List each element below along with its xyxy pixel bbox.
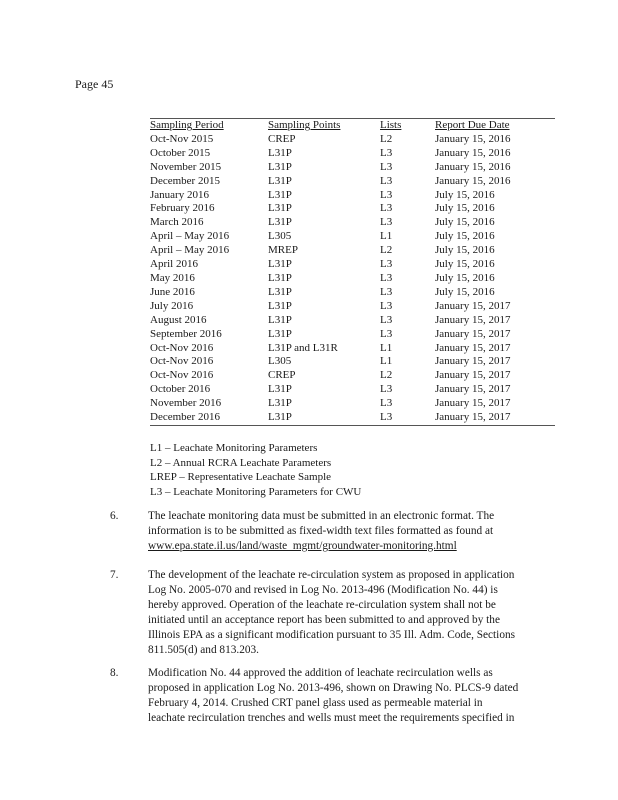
cell-lists: L1 [380,341,393,354]
text-line: hereby approved. Operation of the leachate re-circulation system shall not be [148,598,496,611]
cell-sampling-period: April – May 2016 [150,244,230,257]
cell-sampling-points: L31P [268,258,292,271]
cell-sampling-points: L305 [268,230,292,243]
legend [150,441,361,499]
cell-report-due-date: January 15, 2017 [435,299,511,312]
cell-sampling-points: L31P [268,285,292,298]
item-text [148,568,540,657]
table-row [150,161,555,175]
table-row [150,314,555,328]
cell-report-due-date: January 15, 2016 [435,132,511,145]
item-text [148,509,540,554]
table-row [150,147,555,161]
table-row [150,230,555,244]
table-row [150,175,555,189]
text-line: Log No. 2005-070 and revised in Log No. 2013-496 (Modification No. 44) is [148,583,498,596]
cell-report-due-date: January 15, 2017 [435,369,511,382]
text-line: initiated until an acceptance report has been submitted to and approved by the [148,613,500,626]
item-number: 6. [110,510,119,522]
table-row [150,244,555,258]
table-row [150,411,555,425]
cell-sampling-points: L31P [268,188,292,201]
cell-lists: L2 [380,244,393,257]
cell-sampling-period: December 2016 [150,411,220,424]
cell-lists: L3 [380,160,393,173]
cell-lists: L3 [380,188,393,201]
cell-lists: L3 [380,299,393,312]
cell-lists: L3 [380,271,393,284]
text-line: The leachate monitoring data must be submitted in an electronic format. The [148,510,495,522]
table-row [150,397,555,411]
text-line: information is to be submitted as fixed-width text files formatted as found at [148,524,494,537]
cell-sampling-points: CREP [268,369,296,382]
text-line: Modification No. 44 approved the addition of leachate recirculation wells as [148,667,493,679]
cell-sampling-period: March 2016 [150,216,204,229]
cell-report-due-date: January 15, 2016 [435,160,511,173]
table-row [150,133,555,147]
cell-sampling-period: Oct-Nov 2015 [150,132,214,145]
cell-sampling-points: MREP [268,244,298,257]
column-header-lists: Lists [380,119,402,131]
table-header-row [150,119,555,133]
cell-sampling-points: L31P [268,411,292,424]
sampling-schedule-table [150,118,555,426]
cell-lists: L3 [380,411,393,424]
cell-report-due-date: January 15, 2016 [435,146,511,159]
cell-lists: L3 [380,397,393,410]
cell-lists: L3 [380,216,393,229]
cell-sampling-points: L31P [268,313,292,326]
cell-sampling-points: CREP [268,132,296,145]
cell-sampling-points: L31P [268,327,292,340]
text-line: proposed in application Log No. 2013-496, shown on Drawing No. PLCS-9 dated [148,681,519,694]
item-number: 7. [110,569,119,581]
cell-sampling-period: June 2016 [150,285,195,298]
cell-report-due-date: January 15, 2017 [435,355,511,368]
table-row [150,328,555,342]
item-number: 8. [110,667,119,679]
cell-report-due-date: July 15, 2016 [435,271,495,284]
text-line: 811.505(d) and 813.203. [148,643,259,656]
legend-item: LREP – Representative Leachate Sample [150,471,332,484]
cell-sampling-points: L31P [268,397,292,410]
table-row [150,189,555,203]
cell-sampling-points: L31P [268,299,292,312]
cell-sampling-points: L305 [268,355,292,368]
column-header-sampling-points: Sampling Points [268,119,341,131]
table-row [150,258,555,272]
cell-sampling-points: L31P [268,160,292,173]
cell-sampling-period: October 2016 [150,383,211,396]
legend-item: L1 – Leachate Monitoring Parameters [150,442,318,454]
cell-sampling-period: September 2016 [150,327,222,340]
data-format-link[interactable]: www.epa.state.il.us/land/waste_mgmt/groundwater-monitoring.html [148,539,457,552]
cell-sampling-points: L31P [268,271,292,284]
cell-sampling-period: December 2015 [150,174,220,187]
text-line: The development of the leachate re-circulation system as proposed in application [148,569,515,581]
cell-sampling-period: July 2016 [150,299,194,312]
cell-sampling-period: April – May 2016 [150,230,230,243]
column-header-sampling-period: Sampling Period [150,119,224,131]
legend-item: L3 – Leachate Monitoring Parameters for CWU [150,485,362,498]
text-line: Illinois EPA as a significant modification pursuant to 35 Ill. Adm. Code, Sections [148,628,516,641]
cell-lists: L3 [380,313,393,326]
cell-sampling-period: January 2016 [150,188,209,201]
table-row [150,342,555,356]
legend-item: L2 – Annual RCRA Leachate Parameters [150,456,332,469]
cell-lists: L3 [380,258,393,271]
table-row [150,286,555,300]
cell-lists: L2 [380,369,393,382]
cell-report-due-date: January 15, 2017 [435,327,511,340]
cell-sampling-period: Oct-Nov 2016 [150,369,214,382]
cell-lists: L1 [380,355,393,368]
text-line: February 4, 2014. Crushed CRT panel glass used as permeable material in [148,696,483,709]
cell-sampling-period: May 2016 [150,271,195,284]
table-row [150,272,555,286]
table-row [150,355,555,369]
cell-lists: L3 [380,174,393,187]
cell-report-due-date: July 15, 2016 [435,230,495,243]
item-text [148,666,540,726]
cell-sampling-points: L31P [268,383,292,396]
cell-sampling-period: April 2016 [150,258,198,271]
cell-sampling-points: L31P [268,216,292,229]
cell-report-due-date: January 15, 2017 [435,411,511,424]
cell-sampling-period: Oct-Nov 2016 [150,355,214,368]
cell-report-due-date: July 15, 2016 [435,202,495,215]
cell-sampling-period: November 2016 [150,397,222,410]
cell-sampling-period: November 2015 [150,160,222,173]
cell-sampling-period: August 2016 [150,313,207,326]
cell-report-due-date: July 15, 2016 [435,188,495,201]
cell-report-due-date: January 15, 2017 [435,313,511,326]
cell-sampling-points: L31P and L31R [268,341,338,354]
page-number: Page 45 [75,77,114,91]
cell-sampling-period: Oct-Nov 2016 [150,341,214,354]
cell-report-due-date: July 15, 2016 [435,244,495,257]
table-row [150,300,555,314]
cell-sampling-points: L31P [268,202,292,215]
cell-lists: L3 [380,146,393,159]
cell-lists: L3 [380,327,393,340]
cell-lists: L1 [380,230,393,243]
cell-sampling-points: L31P [268,146,292,159]
cell-lists: L2 [380,132,393,145]
cell-sampling-period: February 2016 [150,202,215,215]
cell-report-due-date: July 15, 2016 [435,258,495,271]
cell-report-due-date: January 15, 2017 [435,383,511,396]
table-row [150,369,555,383]
cell-report-due-date: July 15, 2016 [435,285,495,298]
table-row [150,202,555,216]
cell-sampling-period: October 2015 [150,146,211,159]
table-row [150,383,555,397]
cell-report-due-date: January 15, 2017 [435,341,511,354]
column-header-report-due-date: Report Due Date [435,119,510,131]
cell-lists: L3 [380,383,393,396]
cell-report-due-date: January 15, 2016 [435,174,511,187]
cell-lists: L3 [380,285,393,298]
table-body [150,133,555,426]
cell-report-due-date: January 15, 2017 [435,397,511,410]
cell-lists: L3 [380,202,393,215]
text-line: leachate recirculation trenches and wells must meet the requirements specified in [148,711,515,724]
cell-sampling-points: L31P [268,174,292,187]
table-row [150,216,555,230]
cell-report-due-date: July 15, 2016 [435,216,495,229]
